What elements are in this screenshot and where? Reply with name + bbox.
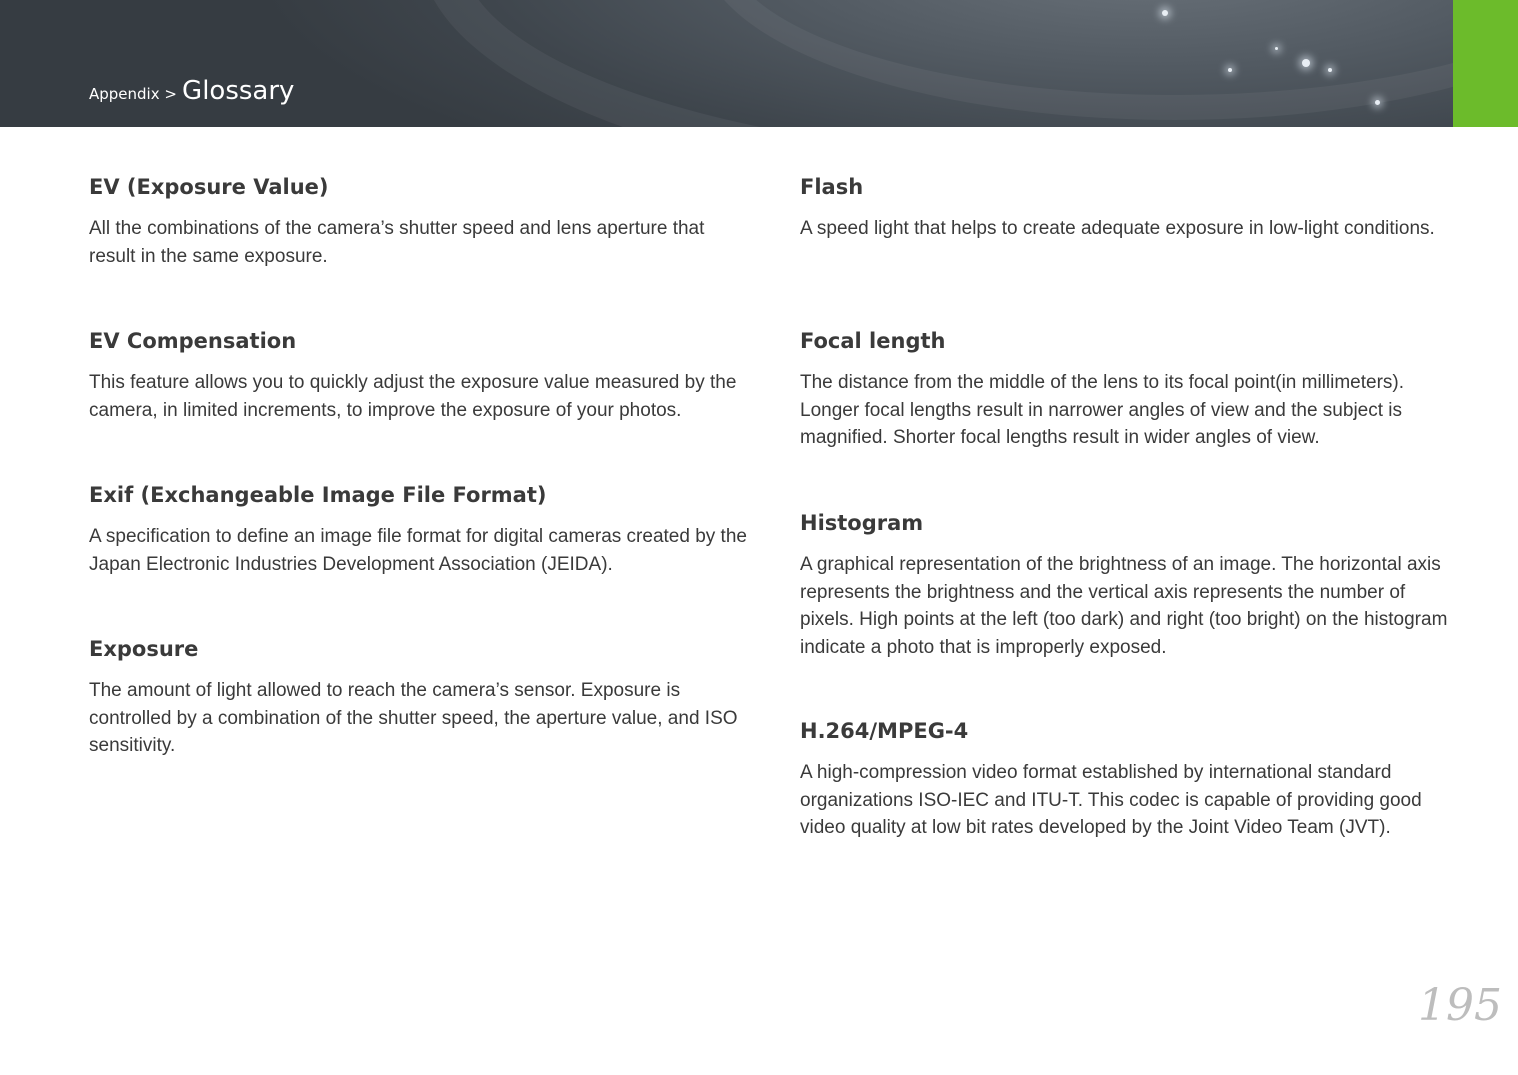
glossary-definition: A graphical representation of the brightness of an image. The horizontal axis represents the brightness and the vertical axis represents the number of pixels. High points at the left (too dark) and right (too bright) on the histogram indicate a photo that is improperly exposed.	[800, 554, 1448, 658]
glossary-term: Histogram	[800, 511, 924, 535]
banner-sparkle-icon	[1228, 68, 1232, 72]
glossary-definition: A high-compression video format established by international standard organizations ISO-IEC and ITU-T. This codec is capable of providing good video quality at low bit rates developed by the Joint Video Team (JVT).	[800, 762, 1422, 838]
section-color-tab	[1453, 0, 1518, 127]
glossary-column-right	[800, 170, 1460, 842]
banner-sparkle-icon	[1375, 100, 1380, 105]
glossary-entry	[800, 714, 1460, 842]
breadcrumb-section: Appendix >	[89, 85, 177, 103]
banner-sparkle-icon	[1162, 10, 1168, 16]
glossary-entry	[800, 170, 1460, 324]
breadcrumb	[89, 76, 294, 106]
glossary-column-left	[89, 170, 749, 786]
glossary-definition: The distance from the middle of the lens to its focal point(in millimeters). Longer focal lengths result in narrower angles of view and the subject is magnified. Shorter focal lengths result in wider angles of view.	[800, 372, 1405, 448]
glossary-term: Focal length	[800, 329, 946, 353]
glossary-definition: All the combinations of the camera’s shutter speed and lens aperture that result in the same exposure.	[89, 218, 705, 267]
breadcrumb-page-title: Glossary	[182, 76, 295, 106]
glossary-entry	[89, 478, 749, 632]
glossary-definition: The amount of light allowed to reach the camera’s sensor. Exposure is controlled by a combination of the shutter speed, the aperture value, and ISO sensitivity.	[89, 680, 738, 756]
glossary-term: H.264/MPEG-4	[800, 719, 969, 743]
glossary-entry	[89, 324, 749, 478]
banner-sparkle-icon	[1275, 47, 1278, 50]
glossary-entry	[800, 324, 1460, 506]
glossary-term: EV (Exposure Value)	[89, 175, 329, 199]
page-number: 195	[1418, 980, 1502, 1031]
banner-sparkle-icon	[1302, 59, 1310, 67]
glossary-entry	[800, 506, 1460, 714]
glossary-entry	[89, 170, 749, 324]
glossary-definition: A speed light that helps to create adequate exposure in low-light conditions.	[800, 218, 1435, 239]
glossary-term: Flash	[800, 175, 864, 199]
glossary-term: Exposure	[89, 637, 199, 661]
glossary-term: Exif (Exchangeable Image File Format)	[89, 483, 547, 507]
glossary-term: EV Compensation	[89, 329, 297, 353]
banner-sparkle-icon	[1328, 68, 1332, 72]
page-header-banner	[0, 0, 1453, 127]
glossary-definition: A specification to define an image file format for digital cameras created by the Japan Electronic Industries Development Association (JEIDA).	[89, 526, 747, 575]
glossary-entry	[89, 632, 749, 786]
glossary-definition: This feature allows you to quickly adjust the exposure value measured by the camera, in limited increments, to improve the exposure of your photos.	[89, 372, 737, 421]
